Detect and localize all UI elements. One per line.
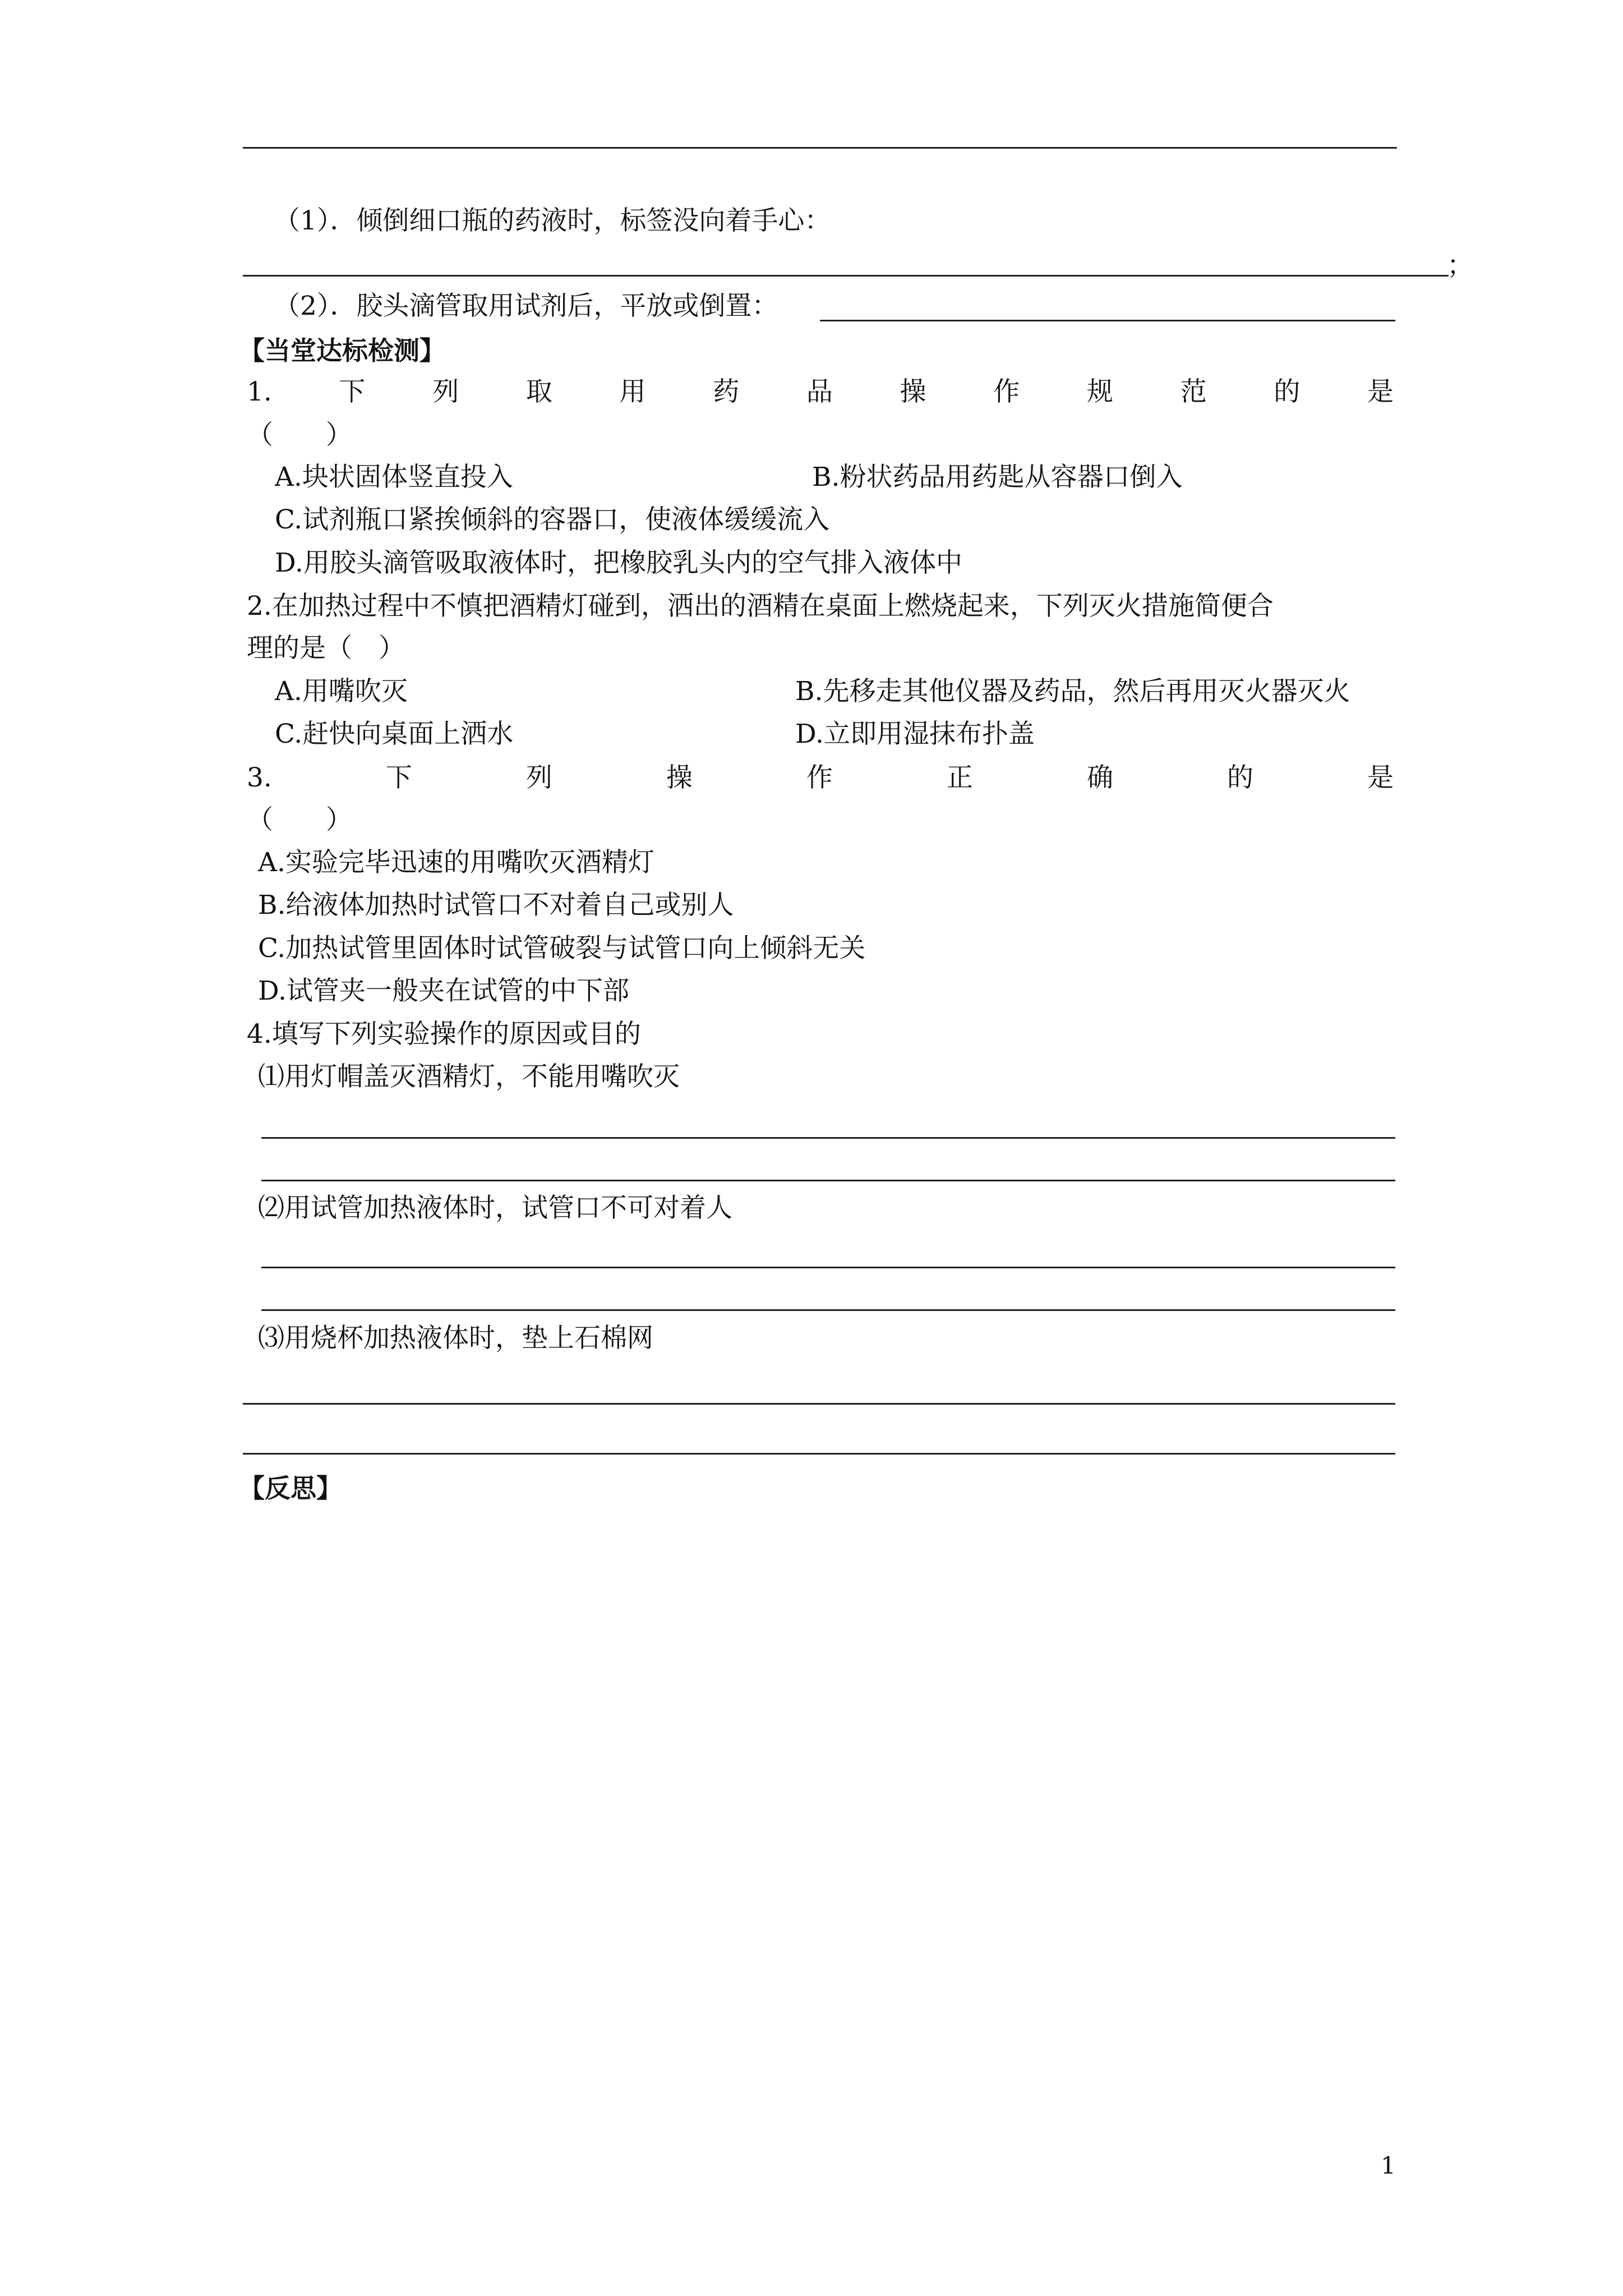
q3-word: 3.	[247, 762, 272, 793]
section-heading-test: 【当堂达标检测】	[239, 335, 445, 366]
answer-line	[261, 1137, 1395, 1139]
q3-word: 列	[525, 762, 552, 793]
pre-question-2: （2）．胶头滴管取用试剂后，平放或倒置：	[274, 291, 778, 321]
q3-option-d: D.试管夹一般夹在试管的中下部	[258, 976, 629, 1006]
q1-option-a: A.块状固体竖直投入	[275, 462, 513, 493]
q3-option-b: B.给液体加热时试管口不对着自己或别人	[258, 890, 734, 921]
q1-option-c: C.试剂瓶口紧挨倾斜的容器口，使液体缓缓流入	[275, 504, 830, 535]
q1-word: 的	[1274, 376, 1301, 407]
q3-word: 下	[385, 762, 412, 793]
page-number: 1	[1381, 2152, 1396, 2179]
q1-word: 作	[993, 376, 1020, 407]
q2-option-d: D.立即用湿抹布扑盖	[795, 719, 1035, 749]
semicolon: ；	[1447, 250, 1473, 281]
q1-word: 范	[1180, 376, 1207, 407]
q3-word: 作	[806, 762, 833, 793]
q3-word: 正	[946, 762, 973, 793]
q1-word: 下	[339, 376, 366, 407]
answer-line	[261, 1180, 1395, 1181]
q2-option-a: A.用嘴吹灭	[275, 676, 408, 707]
answer-line	[243, 1453, 1395, 1455]
question-3-paren: （ ）	[247, 804, 352, 835]
section-heading-reflect: 【反思】	[239, 1473, 342, 1503]
q2-option-c: C.赶快向桌面上洒水	[275, 719, 514, 749]
answer-line	[243, 275, 1449, 277]
q4-sub-1: ⑴用灯帽盖灭酒精灯，不能用嘴吹灭	[258, 1061, 680, 1092]
answer-line	[820, 320, 1395, 321]
q1-option-d: D.用胶头滴管吸取液体时，把橡胶乳头内的空气排入液体中	[275, 547, 962, 578]
question-1-line	[247, 376, 1394, 407]
q3-word: 是	[1367, 762, 1394, 793]
q1-word: 是	[1367, 376, 1394, 407]
q1-word: 规	[1086, 376, 1113, 407]
question-3-line	[247, 762, 1394, 793]
answer-line	[261, 1309, 1395, 1311]
header-rule	[243, 147, 1397, 149]
q1-word: 取	[525, 376, 552, 407]
answer-line	[243, 1403, 1395, 1405]
q3-option-c: C.加热试管里固体时试管破裂与试管口向上倾斜无关	[258, 933, 866, 964]
q3-word: 的	[1227, 762, 1253, 793]
question-4-title: 4.填写下列实验操作的原因或目的	[247, 1019, 641, 1050]
q1-word: 列	[432, 376, 459, 407]
q1-word: 用	[619, 376, 646, 407]
q1-word: 药	[713, 376, 740, 407]
q3-word: 确	[1086, 762, 1113, 793]
question-2-line2: 理的是（ ）	[247, 633, 405, 664]
q1-word: 操	[900, 376, 926, 407]
pre-question-1: （1）．倾倒细口瓶的药液时，标签没向着手心：	[274, 205, 831, 236]
question-2-line1: 2.在加热过程中不慎把酒精灯碰到，洒出的酒精在桌面上燃烧起来，下列灭火措施简便合	[247, 591, 1274, 622]
q3-word: 操	[666, 762, 693, 793]
q1-option-b: B.粉状药品用药匙从容器口倒入	[812, 462, 1183, 493]
answer-line	[261, 1267, 1395, 1268]
q1-word: 品	[806, 376, 833, 407]
q4-sub-3: ⑶用烧杯加热液体时，垫上石棉网	[258, 1323, 653, 1354]
q1-word: 1.	[247, 376, 272, 407]
q3-option-a: A.实验完毕迅速的用嘴吹灭酒精灯	[258, 847, 654, 878]
question-1-paren: （ ）	[247, 420, 352, 450]
q2-option-b: B.先移走其他仪器及药品，然后再用灭火器灭火	[795, 676, 1350, 707]
q4-sub-2: ⑵用试管加热液体时，试管口不可对着人	[258, 1193, 732, 1223]
